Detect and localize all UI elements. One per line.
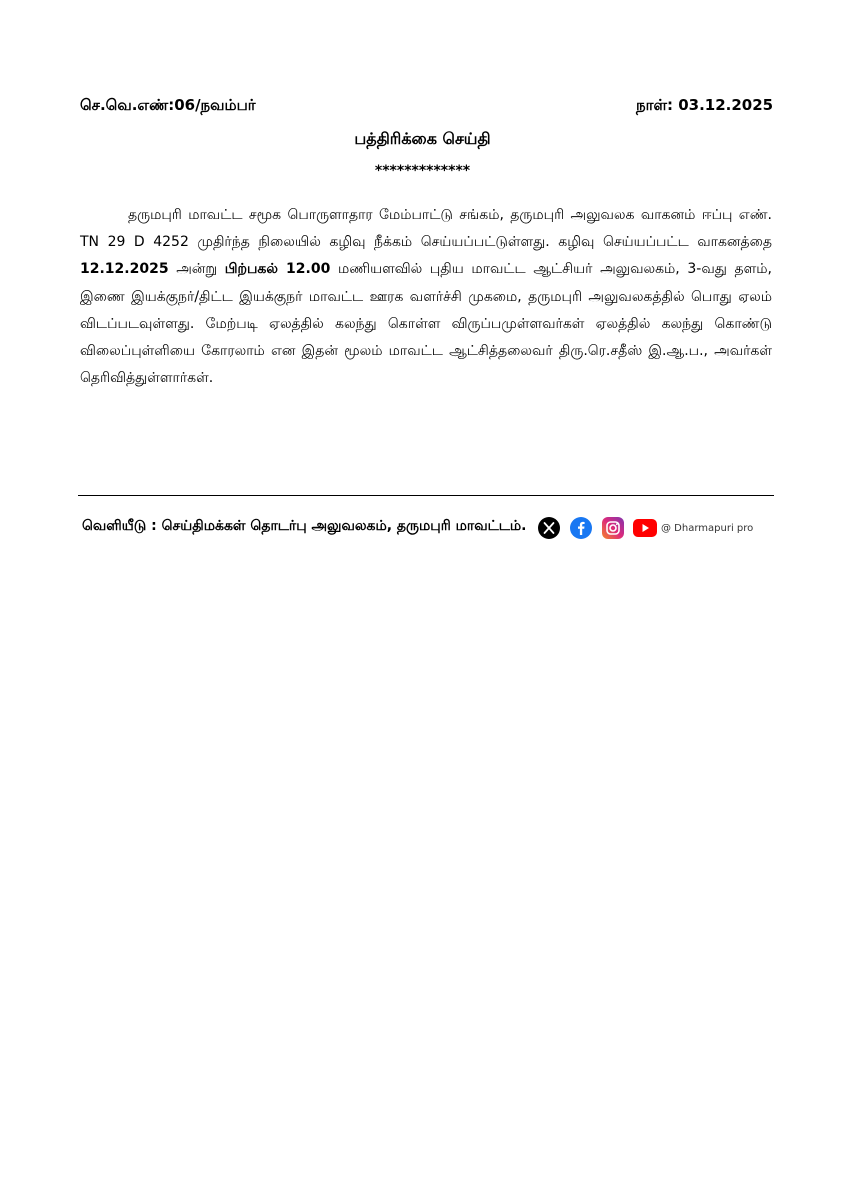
youtube-icon[interactable] xyxy=(633,513,657,543)
footer xyxy=(82,512,782,544)
release-date: நாள்: 03.12.2025 xyxy=(636,96,774,114)
instagram-icon[interactable] xyxy=(601,513,625,543)
press-release-body xyxy=(80,202,772,392)
facebook-icon[interactable] xyxy=(569,513,593,543)
body-paragraph xyxy=(80,202,772,392)
auction-time: பிற்பகல் 12.00 xyxy=(224,261,331,278)
auction-date: 12.12.2025 xyxy=(80,261,169,278)
social-handle: @ Dharmapuri pro xyxy=(661,522,754,534)
social-icons xyxy=(537,512,753,544)
publisher-text: வெளியீடு : செய்திமக்கள் தொடர்பு அலுவலகம், தருமபுரி மாவட்டம். xyxy=(82,518,527,534)
title-separator: ************* xyxy=(374,163,471,179)
reference-number: செ.வெ.எண்:06/நவம்பர் xyxy=(80,96,256,114)
footer-divider xyxy=(78,495,774,496)
body-text-part1: தருமபுரி மாவட்ட சமூக பொருளாதார மேம்பாட்டு சங்கம், தருமபுரி அலுவலக வாகனம் ஈப்பு எண். TN 29 D 4252 முதிர்ந்த நிலையில் கழிவு நீக்கம் செய்யப்பட்டுள்ளது. கழிவு செய்யப்பட்ட வாகனத்தை xyxy=(80,207,772,251)
document-title: பத்திரிக்கை செய்தி xyxy=(354,129,491,148)
body-text-part3: மணியளவில் புதிய மாவட்ட ஆட்சியர் அலுவலகம், 3-வது தளம், இணை இயக்குநர்/திட்ட இயக்குநர் மாவட்ட ஊரக வளர்ச்சி முகமை, தருமபுரி அலுவலகத்தில் பொது ஏலம் விடப்படவுள்ளது. மேற்படி ஏலத்தில் கலந்து கொள்ள விருப்பமுள்ளவர்கள் ஏலத்தில் கலந்து கொண்டு விலைப்புள்ளியை கோரலாம் என இதன் மூலம் மாவட்ட ஆட்சித்தலைவர் திரு.ரெ.சதீஸ் இ.ஆ.ப., அவர்கள் தெரிவித்துள்ளார்கள். xyxy=(80,261,772,387)
x-icon[interactable] xyxy=(537,513,561,543)
body-text-part2: அன்று xyxy=(168,261,225,278)
